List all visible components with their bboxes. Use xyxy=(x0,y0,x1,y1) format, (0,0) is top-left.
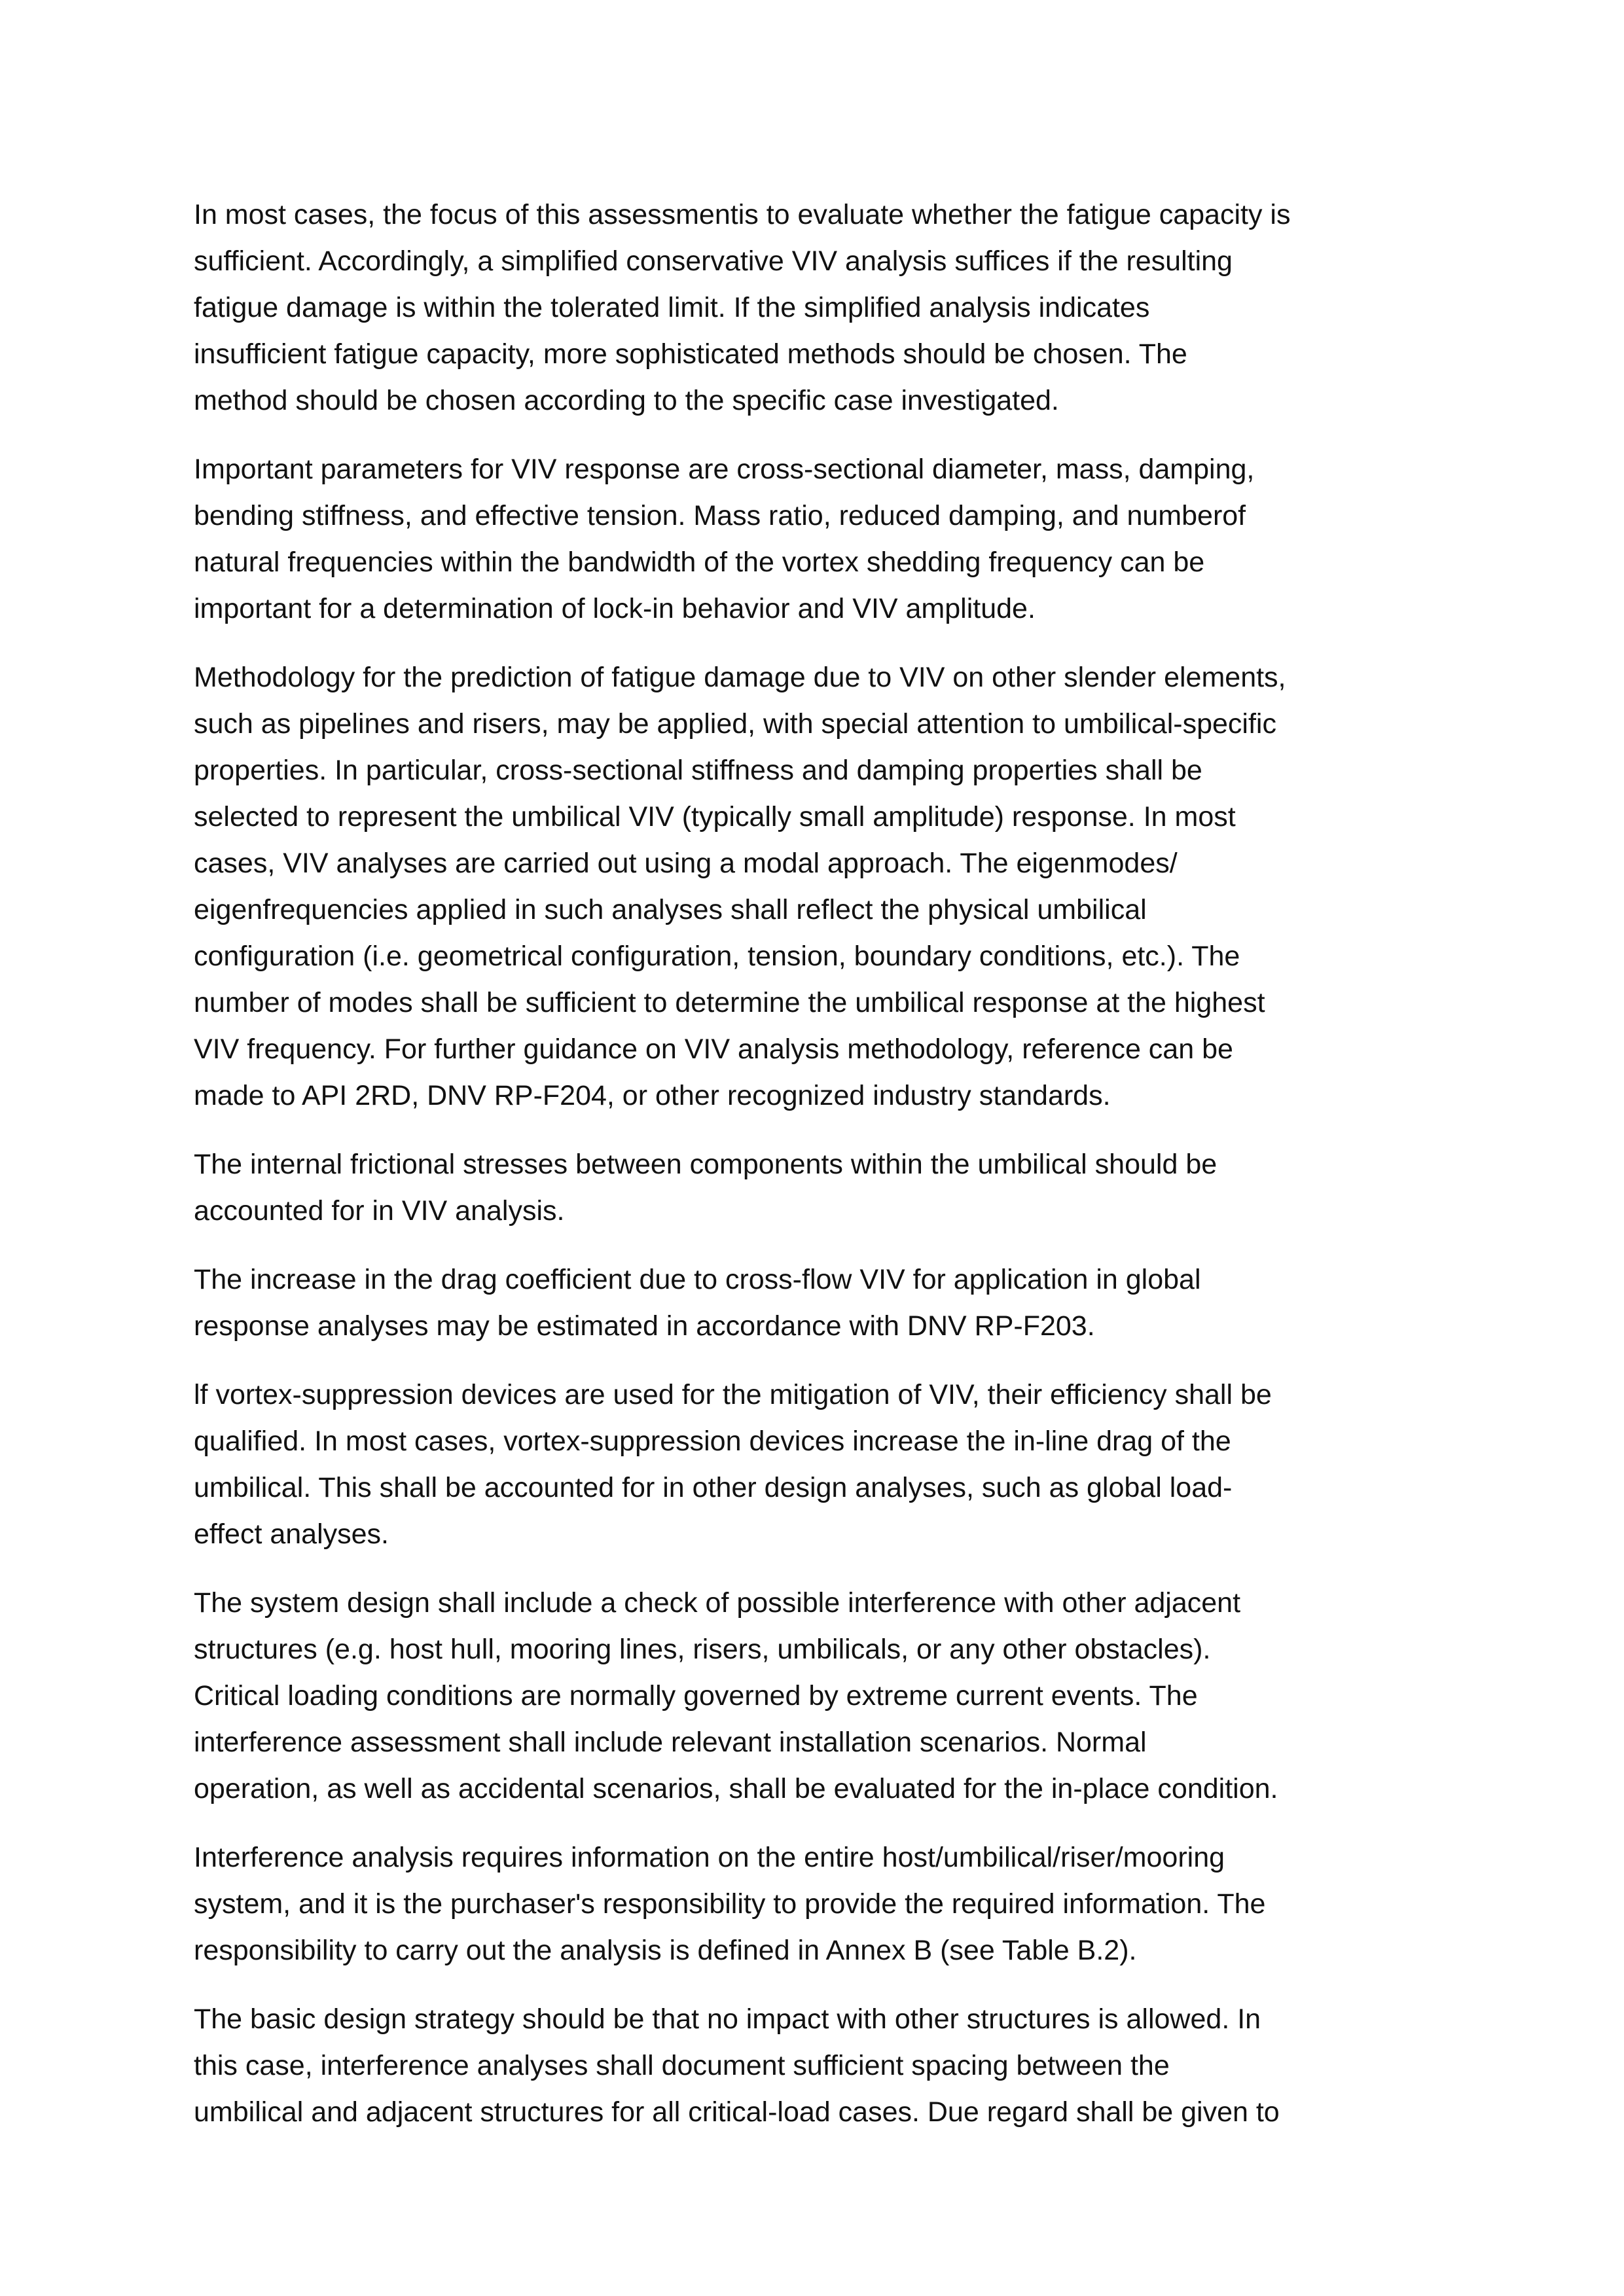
text-line: The system design shall include a check of possible interference with other adjacent xyxy=(194,1587,1241,1619)
text-line: effect analyses. xyxy=(194,1518,389,1550)
text-line: selected to represent the umbilical VIV (typically small amplitude) response. In most xyxy=(194,801,1236,833)
text-line: Interference analysis requires information on the entire host/umbilical/riser/mooring xyxy=(194,1842,1225,1873)
paragraph-internal-friction xyxy=(194,1141,1441,1234)
text-line: Important parameters for VIV response are cross-sectional diameter, mass, damping, xyxy=(194,454,1255,485)
text-line: responsibility to carry out the analysis is defined in Annex B (see Table B.2). xyxy=(194,1935,1137,1966)
paragraph-interference-check xyxy=(194,1580,1441,1812)
paragraph-viv-parameters xyxy=(194,446,1441,632)
paragraph-design-strategy xyxy=(194,1996,1441,2136)
text-line: configuration (i.e. geometrical configuration, tension, boundary conditions, etc.). The xyxy=(194,941,1240,972)
text-line: bending stiffness, and effective tension. Mass ratio, reduced damping, and numberof xyxy=(194,500,1246,531)
text-line: cases, VIV analyses are carried out using a modal approach. The eigenmodes/ xyxy=(194,848,1178,879)
text-line: such as pipelines and risers, may be applied, with special attention to umbilical-specific xyxy=(194,708,1276,740)
text-line: Methodology for the prediction of fatigue damage due to VIV on other slender elements, xyxy=(194,662,1286,693)
paragraph-fatigue-assessment xyxy=(194,192,1441,424)
text-line: operation, as well as accidental scenarios, shall be evaluated for the in-place condition. xyxy=(194,1773,1278,1804)
text-line: Critical loading conditions are normally governed by extreme current events. The xyxy=(194,1680,1198,1712)
text-line: important for a determination of lock-in behavior and VIV amplitude. xyxy=(194,593,1036,624)
text-line: insufficient fatigue capacity, more sophisticated methods should be chosen. The xyxy=(194,338,1187,370)
text-line: system, and it is the purchaser's responsibility to provide the required information. The xyxy=(194,1888,1266,1920)
text-line: accounted for in VIV analysis. xyxy=(194,1195,565,1227)
text-line: qualified. In most cases, vortex-suppression devices increase the in-line drag of the xyxy=(194,1426,1231,1457)
paragraph-vortex-suppression xyxy=(194,1372,1441,1558)
text-line: The increase in the drag coefficient due to cross-flow VIV for application in global xyxy=(194,1264,1201,1295)
text-line: interference assessment shall include relevant installation scenarios. Normal xyxy=(194,1727,1147,1758)
text-line: natural frequencies within the bandwidth of the vortex shedding frequency can be xyxy=(194,547,1205,578)
paragraph-interference-analysis xyxy=(194,1835,1441,1974)
text-line: The internal frictional stresses between components within the umbilical should be xyxy=(194,1149,1218,1180)
text-line: lf vortex-suppression devices are used for the mitigation of VIV, their efficiency shall be xyxy=(194,1379,1272,1410)
paragraph-drag-coefficient xyxy=(194,1257,1441,1350)
text-line: sufficient. Accordingly, a simplified conservative VIV analysis suffices if the resulting xyxy=(194,245,1233,277)
text-line: properties. In particular, cross-sectional stiffness and damping properties shall be xyxy=(194,755,1202,786)
text-line: method should be chosen according to the specific case investigated. xyxy=(194,385,1059,416)
document-page xyxy=(194,192,1441,2158)
text-line: umbilical. This shall be accounted for in other design analyses, such as global load- xyxy=(194,1472,1233,1503)
paragraph-methodology xyxy=(194,655,1441,1119)
text-line: fatigue damage is within the tolerated limit. If the simplified analysis indicates xyxy=(194,292,1150,323)
text-line: structures (e.g. host hull, mooring lines, risers, umbilicals, or any other obstacles). xyxy=(194,1634,1211,1665)
text-line: eigenfrequencies applied in such analyses shall reflect the physical umbilical xyxy=(194,894,1147,925)
text-line: made to API 2RD, DNV RP-F204, or other recognized industry standards. xyxy=(194,1080,1111,1111)
text-line: umbilical and adjacent structures for all critical-load cases. Due regard shall be given to xyxy=(194,2096,1280,2128)
text-line: In most cases, the focus of this assessmentis to evaluate whether the fatigue capacity is xyxy=(194,199,1291,230)
text-line: number of modes shall be sufficient to determine the umbilical response at the highest xyxy=(194,987,1265,1018)
text-line: this case, interference analyses shall document sufficient spacing between the xyxy=(194,2050,1170,2081)
text-line: The basic design strategy should be that no impact with other structures is allowed. In xyxy=(194,2003,1261,2035)
text-line: response analyses may be estimated in accordance with DNV RP-F203. xyxy=(194,1310,1095,1342)
text-line: VIV frequency. For further guidance on VIV analysis methodology, reference can be xyxy=(194,1033,1233,1065)
